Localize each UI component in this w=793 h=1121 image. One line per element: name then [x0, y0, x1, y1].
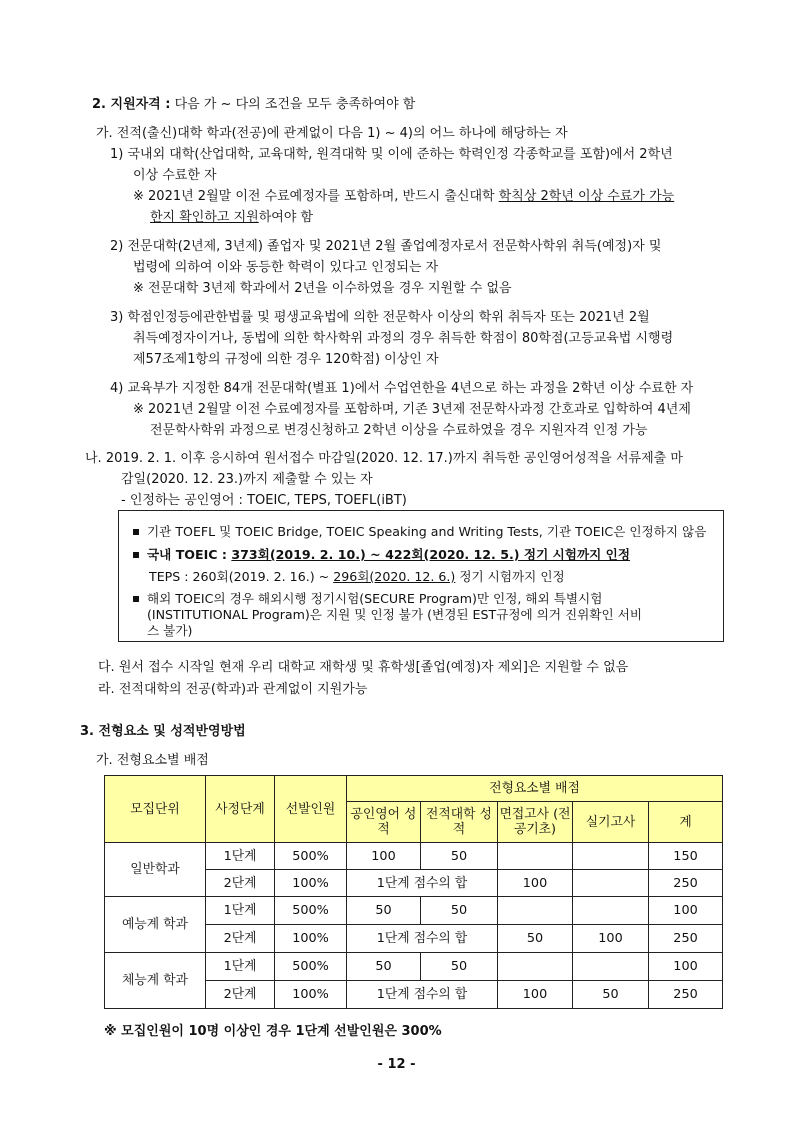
selection-note: ※ 모집인원이 10명 이상인 경우 1단계 선발인원은 300%: [104, 1024, 442, 1039]
cell-practical: [573, 953, 649, 981]
cell-eng: 50: [347, 897, 421, 925]
box-bullet-2: [133, 544, 630, 563]
header-total: 계: [649, 802, 723, 843]
item-da: 다. 원서 접수 시작일 현재 우리 대학교 재학생 및 휴학생[졸업(예정)자 제외]은 지원할 수 없음: [98, 660, 629, 675]
item-ga: 가. 전적(출신)대학 학과(전공)에 관계없이 다음 1) ~ 4)의 어느 하나에 해당하는 자: [96, 126, 568, 141]
item-4-note-2: 전문학사학위 과정으로 변경신청하고 2학년 이상을 수료하였을 경우 지원자격 인정 가능: [150, 423, 648, 438]
item-3-line-2: 취득예정자이거나, 동법에 의한 학사학위 과정의 경우 취득한 학점이 80학점(고등교육법 시행령: [133, 331, 674, 346]
cell-ratio: 500%: [275, 897, 347, 925]
box-bullet-1-text: 기관 TOEFL 및 TOEIC Bridge, TOEIC Speaking and Writing Tests, 기관 TOEIC은 인정하지 않음: [147, 524, 707, 539]
item-2-line-1: 2) 전문대학(2년제, 3년제) 졸업자 및 2021년 2월 졸업예정자로서 전문학사학위 취득(예정)자 및: [110, 239, 662, 254]
cell-prev: 50: [421, 897, 498, 925]
english-test-notice-box: [118, 510, 724, 642]
cell-total: 250: [649, 925, 723, 953]
header-ratio: 선발인원: [275, 776, 347, 843]
bullet-icon: [133, 596, 139, 602]
cell-total: 150: [649, 843, 723, 870]
cell-stage: 2단계: [206, 925, 275, 953]
cell-unit: 예능계 학과: [105, 897, 206, 953]
cell-practical: [573, 897, 649, 925]
section-3-ga: 가. 전형요소별 배점: [96, 753, 209, 768]
item-1-note-2-underlined: 한지 확인하고 지원: [150, 210, 259, 225]
item-na-line-1: 나. 2019. 2. 1. 이후 응시하여 원서접수 마감일(2020. 12. 17.)까지 취득한 공인영어성적을 서류제출 마: [85, 451, 683, 466]
header-prev: 전적대학 성적: [421, 802, 498, 843]
cell-unit: 체능계 학과: [105, 953, 206, 1009]
cell-interview: 100: [498, 870, 573, 897]
box-bullet-2-text: 국내 TOEIC :: [147, 547, 232, 562]
table-row: [105, 897, 723, 925]
cell-practical: 50: [573, 981, 649, 1009]
box-bullet-3-line-3: 스 불가): [147, 623, 193, 638]
header-eng: 공인영어 성적: [347, 802, 421, 843]
score-table: [104, 775, 723, 1009]
header-stage: 사정단계: [206, 776, 275, 843]
cell-merged: 1단계 점수의 합: [347, 925, 498, 953]
section-2-title-rest: 다음 가 ~ 다의 조건을 모두 충족하여야 함: [170, 97, 416, 112]
cell-merged: 1단계 점수의 합: [347, 870, 498, 897]
cell-interview: [498, 897, 573, 925]
cell-prev: 50: [421, 843, 498, 870]
page-number: - 12 -: [377, 1057, 416, 1072]
cell-stage: 2단계: [206, 870, 275, 897]
cell-stage: 1단계: [206, 843, 275, 870]
cell-stage: 2단계: [206, 981, 275, 1009]
cell-total: 250: [649, 870, 723, 897]
header-group: 전형요소별 배점: [347, 776, 723, 802]
cell-stage: 1단계: [206, 897, 275, 925]
cell-ratio: 500%: [275, 953, 347, 981]
bullet-icon: [133, 529, 139, 535]
box-bullet-1: [133, 521, 706, 540]
cell-total: 100: [649, 897, 723, 925]
cell-total: 250: [649, 981, 723, 1009]
cell-ratio: 100%: [275, 981, 347, 1009]
box-teps-line: [149, 566, 565, 585]
box-teps-text: TEPS : 260회(2019. 2. 16.) ~: [149, 569, 334, 584]
item-3-line-1: 3) 학점인정등에관한법률 및 평생교육법에 의한 전문학사 이상의 학위 취득자 또는 2021년 2월: [110, 310, 650, 325]
cell-ratio: 500%: [275, 843, 347, 870]
item-1-note-1: [133, 185, 674, 204]
section-3-title: 3. 전형요소 및 성적반영방법: [80, 724, 246, 739]
header-interview: 면접고사 (전공기초): [498, 802, 573, 843]
cell-interview: [498, 843, 573, 870]
table-row: [105, 953, 723, 981]
cell-ratio: 100%: [275, 925, 347, 953]
item-1-note-2-text: 하여야 함: [258, 210, 314, 225]
cell-practical: 100: [573, 925, 649, 953]
item-1-line-1: 1) 국내외 대학(산업대학, 교육대학, 원격대학 및 이에 준하는 학력인정 각종학교를 포함)에서 2학년: [110, 147, 673, 162]
cell-interview: 50: [498, 925, 573, 953]
section-2-heading: [92, 93, 415, 112]
header-unit: 모집단위: [105, 776, 206, 843]
item-1-note-1-text: ※ 2021년 2월말 이전 수료예정자를 포함하며, 반드시 출신대학: [133, 189, 499, 204]
item-na-line-2: 감일(2020. 12. 23.)까지 제출할 수 있는 자: [121, 472, 373, 487]
cell-stage: 1단계: [206, 953, 275, 981]
cell-practical: [573, 870, 649, 897]
item-2-line-2: 법령에 의하여 이와 동등한 학력이 있다고 인정되는 자: [133, 260, 439, 275]
box-bullet-3-line-2: (INSTITUTIONAL Program)은 지원 및 인정 불가 (변경된 EST규정에 의거 진위확인 서비: [147, 607, 643, 622]
item-4-line-1: 4) 교육부가 지정한 84개 전문대학(별표 1)에서 수업연한을 4년으로 하는 과정을 2학년 이상 수료한 자: [110, 381, 694, 396]
item-4-note-1: ※ 2021년 2월말 이전 수료예정자를 포함하며, 기존 3년제 전문학사과정 간호과로 입학하여 4년제: [133, 402, 691, 417]
section-2-title: 2. 지원자격 :: [92, 97, 171, 112]
bullet-icon: [133, 552, 139, 558]
box-teps-text-post: 정기 시험까지 인정: [455, 569, 565, 584]
item-1-note-2: [150, 206, 313, 225]
cell-unit: 일반학과: [105, 843, 206, 897]
cell-eng: 50: [347, 953, 421, 981]
cell-merged: 1단계 점수의 합: [347, 981, 498, 1009]
cell-prev: 50: [421, 953, 498, 981]
cell-interview: [498, 953, 573, 981]
box-bullet-2-underlined: 373회(2019. 2. 10.) ~ 422회(2020. 12. 5.) 정기 시험까지 인정: [231, 547, 631, 562]
table-row: [105, 843, 723, 870]
item-3-line-3: 제57조제1항의 규정에 의한 경우 120학점) 이상인 자: [133, 352, 439, 367]
cell-total: 100: [649, 953, 723, 981]
item-1-line-2: 이상 수료한 자: [133, 168, 217, 183]
box-teps-underlined: 296회(2020. 12. 6.): [333, 569, 456, 584]
cell-ratio: 100%: [275, 870, 347, 897]
box-bullet-3-line-1: 해외 TOEIC의 경우 해외시행 정기시험(SECURE Program)만 인정, 해외 특별시험: [147, 591, 603, 606]
cell-eng: 100: [347, 843, 421, 870]
item-2-note-1: ※ 전문대학 3년제 학과에서 2년을 이수하였을 경우 지원할 수 없음: [133, 281, 512, 296]
header-practical: 실기고사: [573, 802, 649, 843]
item-ra: 라. 전적대학의 전공(학과)과 관계없이 지원가능: [98, 682, 368, 697]
item-na-line-3: - 인정하는 공인영어 : TOEIC, TEPS, TOEFL(iBT): [121, 493, 407, 508]
item-1-note-1-underlined: 학칙상 2학년 이상 수료가 가능: [498, 189, 675, 204]
cell-interview: 100: [498, 981, 573, 1009]
cell-practical: [573, 843, 649, 870]
